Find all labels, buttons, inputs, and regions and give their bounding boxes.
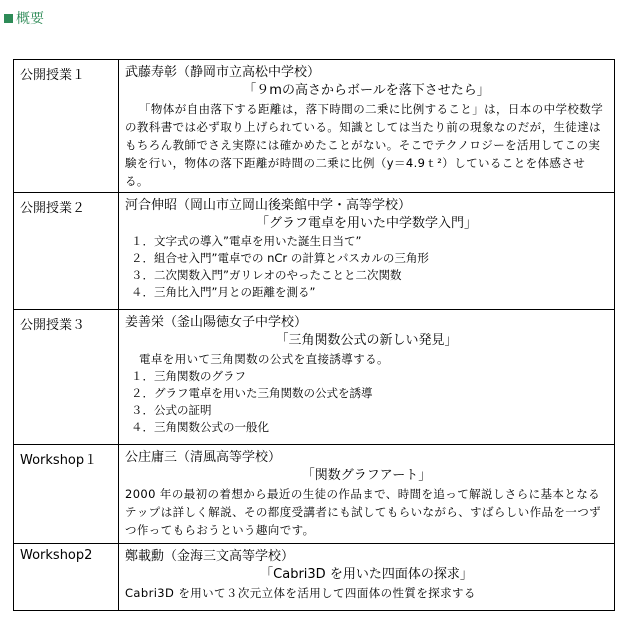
- speaker: 公庄庸三（清風高等学校）: [125, 450, 282, 465]
- session-title: 「９mの高さからボールを落下させたら」: [243, 83, 490, 98]
- item-list: [125, 368, 608, 436]
- speaker: 武藤寿彰（静岡市立高松中学校）: [125, 65, 321, 80]
- session-description: Cabri3D を用いて３次元立体を活用して四面体の性質を探求する: [125, 586, 476, 600]
- session-label: Workshop2: [14, 544, 119, 611]
- session-label: Workshop１: [14, 445, 119, 544]
- session-title: 「三角関数公式の新しい発見」: [275, 333, 458, 348]
- section-heading-text: 概要: [16, 11, 44, 27]
- session-description: 2000 年の最初の着想から最近の生徒の作品まで、時間を追って解説しさらに基本となるテップは詳しく解説、その都度受講者にも試してもらいながら、すばらしい作品を一つずつ作ってもらおうという趣向です。: [125, 487, 601, 537]
- list-item: ２．組合せ入門”電卓での nCr の計算とパスカルの三角形: [131, 251, 429, 265]
- list-item: ４．三角関数公式の一般化: [131, 420, 269, 434]
- green-square-icon: [4, 14, 13, 23]
- session-label: 公開授業３: [14, 310, 119, 445]
- table-row: [14, 310, 615, 445]
- session-label: 公開授業２: [14, 193, 119, 310]
- overview-table: [13, 59, 615, 611]
- speaker: 鄭載勳（金海三文高等学校）: [125, 549, 295, 564]
- list-item: １．三角関数のグラフ: [131, 369, 246, 383]
- list-item: ４．三角比入門”月との距離を測る”: [131, 285, 316, 299]
- session-title: 「関数グラフアート」: [301, 468, 432, 483]
- session-label: 公開授業１: [14, 60, 119, 193]
- list-item: １．文字式の導入”電卓を用いた誕生日当て”: [131, 234, 362, 248]
- section-heading: [4, 8, 44, 28]
- table-row: [14, 60, 615, 193]
- list-item: ２．グラフ電卓を用いた三角関数の公式を誘導: [131, 386, 373, 400]
- session-title: 「Cabri3D を用いた四面体の探求」: [260, 567, 473, 582]
- table-row: [14, 193, 615, 310]
- session-content: [119, 544, 615, 611]
- table-row: [14, 445, 615, 544]
- session-content: [119, 310, 615, 445]
- item-list: [125, 233, 608, 301]
- table-row: [14, 544, 615, 611]
- session-description: 電卓を用いて三角関数の公式を直接誘導する。: [139, 352, 389, 366]
- speaker: 姜善栄（釜山陽徳女子中学校）: [125, 315, 308, 330]
- speaker: 河合伸昭（岡山市立岡山後楽館中学・高等学校）: [125, 198, 412, 213]
- session-content: [119, 445, 615, 544]
- session-content: [119, 60, 615, 193]
- list-item: ３．二次関数入門”ガリレオのやったことと二次関数: [131, 268, 402, 282]
- session-content: [119, 193, 615, 310]
- session-title: 「グラフ電卓を用いた中学数学入門」: [255, 216, 477, 231]
- list-item: ３．公式の証明: [131, 403, 212, 417]
- session-description: 「物体が自由落下する距離は，落下時間の二乗に比例すること」は，日本の中学校数学の教科書では必ず取り上げられている。知識としては当たり前の現象なのだが，生徒達はもちろん教師でさえ実際には確かめたことがない。そこでテクノロジーを活用してこの実験を行い，物体の落下距離が時間の二乗に比例（y＝4.9ｔ²）していることを体感させる。: [125, 102, 604, 188]
